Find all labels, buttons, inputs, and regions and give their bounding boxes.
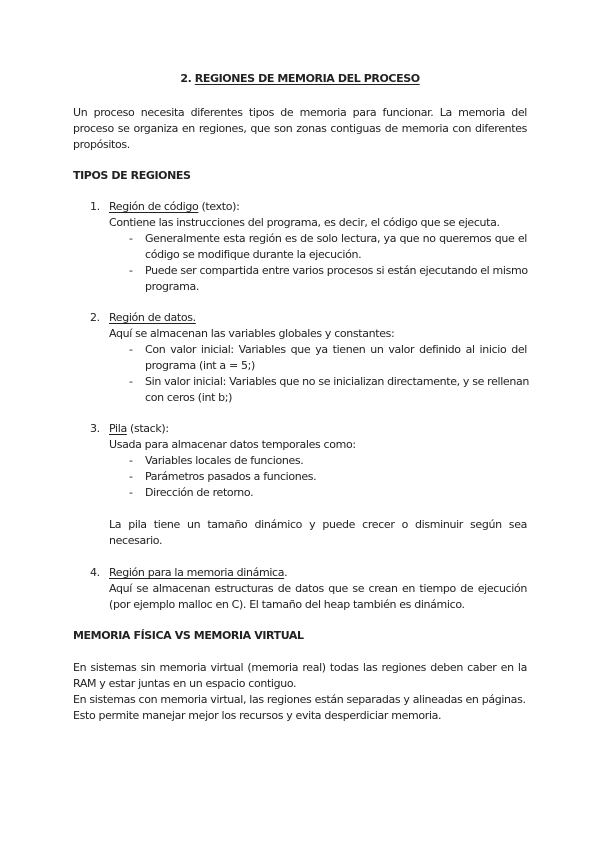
bullet-dash: - <box>129 343 133 356</box>
bullet-dash: - <box>129 486 133 499</box>
para2-line2: RAM y estar juntas en un espacio contiguo. <box>73 677 297 690</box>
item3-note-line1: La pila tiene un tamaño dinámico y puede crecer o disminuir según sea <box>109 518 527 531</box>
bullet-dash: - <box>129 470 133 483</box>
intro-line-2: proceso se organiza en regiones, que son zonas contiguas de memoria con diferentes <box>73 122 527 135</box>
item3-suffix: (stack): <box>126 422 169 435</box>
intro-line-1: Un proceso necesita diferentes tipos de memoria para funcionar. La memoria del <box>73 106 527 119</box>
item1-heading: Región de código <box>109 200 199 213</box>
item3-heading-line <box>109 421 169 437</box>
item3-heading: Pila <box>109 422 127 435</box>
item2-heading: Región de datos. <box>109 311 196 324</box>
item2-bullet2-line1: Sin valor inicial: Variables que no se inicializan directamente, y se rellenan <box>145 375 529 388</box>
item3-desc: Usada para almacenar datos temporales como: <box>109 438 356 451</box>
intro-line-3: propósitos. <box>73 138 130 151</box>
bullet-dash: - <box>129 232 133 245</box>
list-number-4: 4. <box>90 566 100 579</box>
title-number: 2. <box>180 72 195 85</box>
item1-bullet2-line2: programa. <box>145 280 200 293</box>
section-heading-tipos: TIPOS DE REGIONES <box>73 169 191 182</box>
item4-desc-line2: (por ejemplo malloc en C). El tamaño del heap también es dinámico. <box>109 598 465 611</box>
item1-bullet1-line1: Generalmente esta región es de solo lectura, ya que no queremos que el <box>145 232 527 245</box>
list-number-3: 3. <box>90 422 100 435</box>
item4-heading: Región para la memoria dinámica <box>109 566 285 579</box>
item2-bullet1-line2: programa (int a = 5;) <box>145 359 255 372</box>
item1-suffix: (texto): <box>198 200 240 213</box>
bullet-dash: - <box>129 264 133 277</box>
item4-desc-line1: Aquí se almacenan estructuras de datos que se crean en tiempo de ejecución <box>109 582 527 595</box>
list-number-1: 1. <box>90 200 100 213</box>
item3-note-line2: necesario. <box>109 534 163 547</box>
item3-bullet3: Dirección de retorno. <box>145 486 254 499</box>
para2-line3: En sistemas con memoria virtual, las regiones están separadas y alineadas en páginas. <box>73 693 526 706</box>
page-title <box>0 71 600 87</box>
item1-bullet2-line1: Puede ser compartida entre varios procesos si están ejecutando el mismo <box>145 264 528 277</box>
list-number-2: 2. <box>90 311 100 324</box>
item3-bullet1: Variables locales de funciones. <box>145 454 304 467</box>
item2-bullet1-line1: Con valor inicial: Variables que ya tienen un valor definido al inicio del <box>145 343 527 356</box>
para2-line4: Esto permite manejar mejor los recursos y evita desperdiciar memoria. <box>73 709 442 722</box>
section-heading-memoria: MEMORIA FÍSICA VS MEMORIA VIRTUAL <box>73 629 304 642</box>
item1-desc: Contiene las instrucciones del programa, es decir, el código que se ejecuta. <box>109 216 500 229</box>
bullet-dash: - <box>129 454 133 467</box>
bullet-dash: - <box>129 375 133 388</box>
item4-heading-line <box>109 565 287 581</box>
item2-bullet2-line2: con ceros (int b;) <box>145 391 233 404</box>
item3-bullet2: Parámetros pasados a funciones. <box>145 470 317 483</box>
item2-desc: Aquí se almacenan las variables globales y constantes: <box>109 327 395 340</box>
title-text: REGIONES DE MEMORIA DEL PROCESO <box>194 72 420 85</box>
item4-suffix: . <box>284 566 288 579</box>
item1-bullet1-line2: código se modifique durante la ejecución. <box>145 248 362 261</box>
para2-line1: En sistemas sin memoria virtual (memoria real) todas las regiones deben caber en la <box>73 661 527 674</box>
item1-heading-line <box>109 199 239 215</box>
